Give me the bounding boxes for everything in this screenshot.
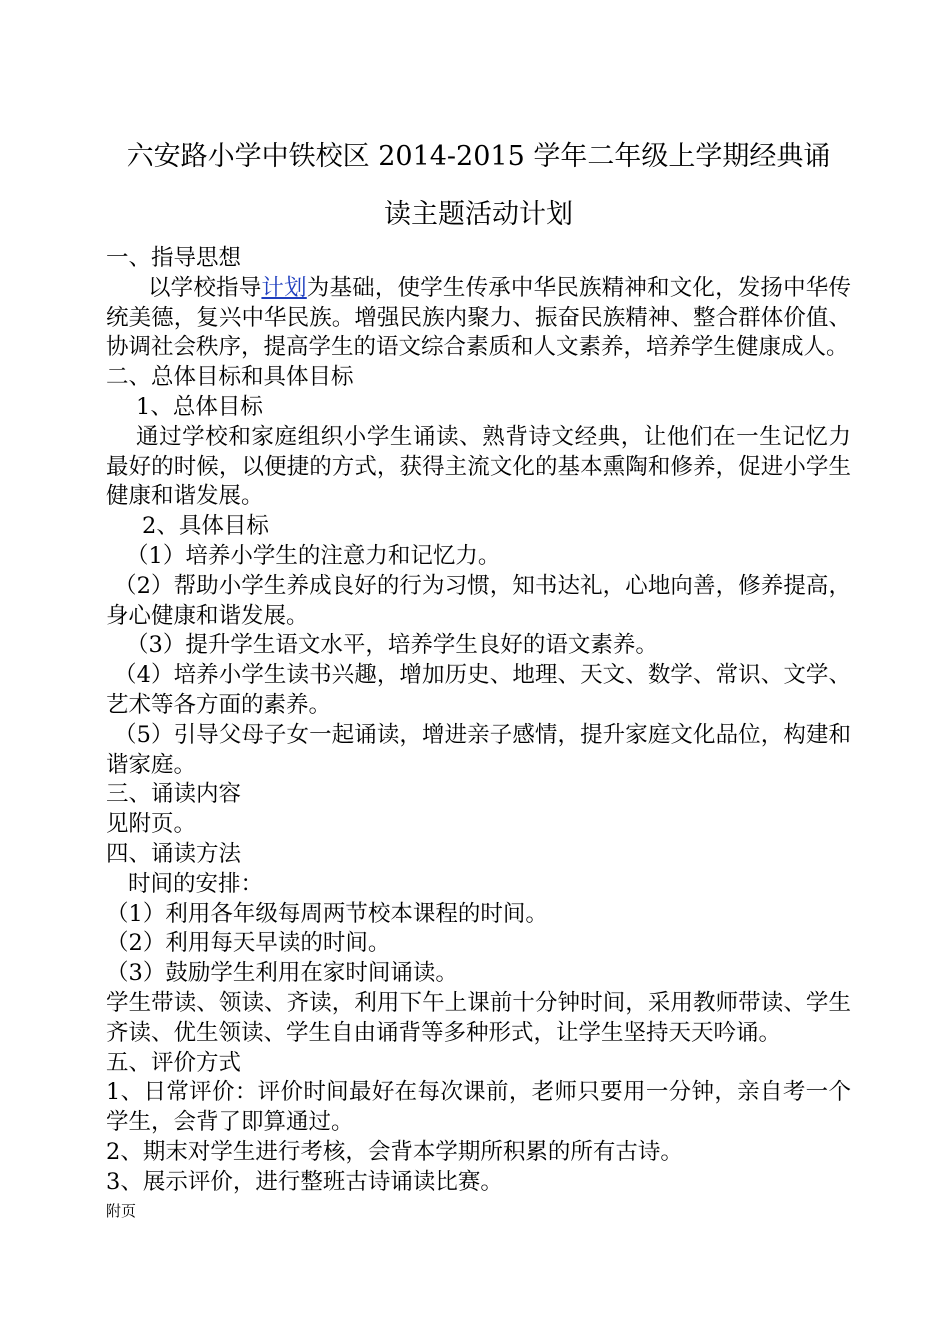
section-5-heading: 五、评价方式 [106,1049,242,1076]
section-5-item-1: 1、日常评价：评价时间最好在每次课前，老师只要用一分钟，亲自考一个学生，会背了即算通过。 [106,1079,851,1136]
title-line-2: 读主题活动计划 [384,199,573,230]
section-2-item-2: （2）帮助小学生养成良好的行为习惯，知书达礼，心地向善，修养提高，身心健康和谐发展。 [106,572,851,629]
section-2-item-5: （5）引导父母子女一起诵读，增进亲子感情，提升家庭文化品位，构建和谐家庭。 [106,721,851,778]
document-body [106,244,851,1198]
section-1-paragraph [106,274,851,363]
section-4-item-3: （3）鼓励学生利用在家时间诵读。 [106,960,458,987]
appendix-label: 附页 [106,1201,137,1220]
section-5-item-2: 2、期末对学生进行考核，会背本学期所积累的所有古诗。 [106,1138,683,1165]
section-2-sub-2: 2、具体目标 [142,513,269,540]
title-line-1: 六安路小学中铁校区 2014-2015 学年二年级上学期经典诵 [126,141,831,172]
section-2-item-4: （4）培养小学生读书兴趣，增加历史、地理、天文、数学、常识、文学、艺术等各方面的素养。 [106,662,851,718]
section-2-sub-1-paragraph: 通过学校和家庭组织小学生诵读、熟背诗文经典，让他们在一生记忆力最好的时候，以便捷的方式，获得主流文化的基本熏陶和修养，促进小学生健康和谐发展。 [106,423,851,510]
section-2-sub-1: 1、总体目标 [136,393,263,420]
section-4-paragraph: 学生带读、领读、齐读，利用下午上课前十分钟时间，采用教师带读、学生齐读、优生领读、学生自由诵背等多种形式，让学生坚持天天吟诵。 [106,989,851,1046]
section-4-item-2: （2）利用每天早读的时间。 [106,930,391,957]
section-1-heading: 一、指导思想 [106,245,242,271]
section-3-heading: 三、诵读内容 [106,781,242,808]
section-4-item-1: （1）利用各年级每周两节校本课程的时间。 [106,900,548,927]
section-1-text-pre: 以学校指导 [148,274,262,301]
plan-link[interactable]: 计划 [261,274,307,301]
section-5-item-3: 3、展示评价，进行整班古诗诵读比赛。 [106,1168,503,1195]
section-4-heading: 四、诵读方法 [106,840,242,867]
document-page [106,128,851,1222]
section-2-item-1: （1）培养小学生的注意力和记忆力。 [126,542,501,569]
section-3-paragraph: 见附页。 [106,811,197,838]
section-2-heading: 二、总体目标和具体目标 [106,364,354,391]
section-4-time-label: 时间的安排： [128,870,264,897]
document-title [106,128,851,244]
section-2-item-3: （3）提升学生语文水平，培养学生良好的语文素养。 [126,632,658,659]
section-1-text-post: 为基础，使学生传承中华民族精神和文化，发扬中华传统美德，复兴中华民族。增强民族内聚力、振奋民族精神、整合群体价值、协调社会秩序，提高学生的语文综合素质和人文素养，培养学生健康成人。 [106,274,851,361]
